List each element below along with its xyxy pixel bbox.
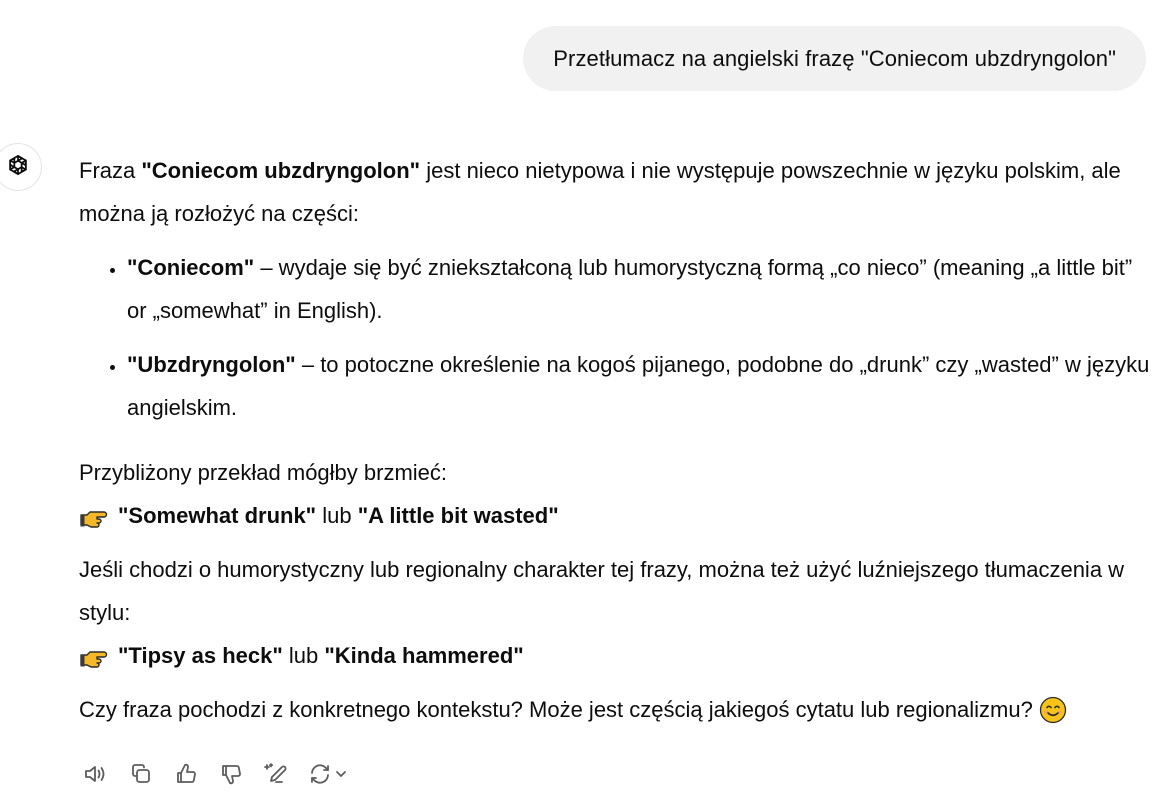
copy-button[interactable] <box>124 758 157 790</box>
assistant-avatar <box>0 143 42 191</box>
option2-a: "Tipsy as heck" <box>118 643 283 668</box>
intro-phrase: "Coniecom ubzdryngolon" <box>141 158 421 183</box>
good-response-button[interactable] <box>169 758 202 790</box>
bullet-text: – to potoczne określenie na kogoś pijanego, podobne do „drunk” czy „wasted” w języku angielskim. <box>127 352 1150 420</box>
edit-canvas-icon <box>263 762 289 786</box>
option2-mid: lub <box>282 643 325 668</box>
intro-post: jest nieco nietypowa i nie występuje powszechnie w języku polskim, ale można ją rozłożyć na części: <box>79 158 1121 226</box>
bullet-text: – wydaje się być zniekształconą lub humorystyczną formą „co nieco” (meaning „a little bit” or „somewhat” in English). <box>127 255 1133 323</box>
question-text: Czy fraza pochodzi z konkretnego kontekstu? Może jest częścią jakiegoś cytatu lub regionalizmu? <box>79 697 1033 722</box>
pointing-hand-icon <box>79 645 109 669</box>
read-aloud-icon <box>83 762 109 786</box>
breakdown-list <box>79 246 1151 429</box>
option1-b: "A little bit wasted" <box>357 503 559 528</box>
question-paragraph <box>79 688 1151 731</box>
intro-pre: Fraza <box>79 158 142 183</box>
user-message-text: Przetłumacz na angielski frazę "Coniecom ubzdryngolon" <box>553 45 1116 71</box>
copy-icon <box>129 762 153 786</box>
user-message-bubble <box>523 26 1146 91</box>
openai-logo-icon <box>4 151 32 184</box>
thumbs-down-icon <box>219 762 243 786</box>
smiling-face-icon <box>1039 696 1067 724</box>
humor-paragraph: Jeśli chodzi o humorystyczny lub regionalny charakter tej frazy, można też użyć luźniejszego tłumaczenia w stylu: <box>79 557 1125 625</box>
chevron-down-icon <box>334 767 348 781</box>
bad-response-button[interactable] <box>214 758 247 790</box>
bullet-term: "Ubzdryngolon" <box>127 352 296 377</box>
list-item <box>127 246 1151 332</box>
thumbs-up-icon <box>174 762 198 786</box>
edit-in-canvas-button[interactable] <box>259 758 292 790</box>
list-item <box>127 343 1151 429</box>
option1-mid: lub <box>316 503 358 528</box>
approx-label: Przybliżony przekład mógłby brzmieć: <box>79 460 448 485</box>
bullet-term: "Coniecom" <box>127 255 255 280</box>
option2-b: "Kinda hammered" <box>324 643 524 668</box>
translation-option-1 <box>79 494 1151 537</box>
intro-paragraph <box>79 149 1151 235</box>
option1-a: "Somewhat drunk" <box>118 503 317 528</box>
message-actions-toolbar <box>79 758 352 790</box>
translation-option-2 <box>79 634 1151 677</box>
pointing-hand-icon <box>79 505 109 529</box>
assistant-message <box>79 149 1151 731</box>
regenerate-icon <box>308 762 332 786</box>
regenerate-button[interactable] <box>304 758 352 790</box>
read-aloud-button[interactable] <box>79 758 112 790</box>
